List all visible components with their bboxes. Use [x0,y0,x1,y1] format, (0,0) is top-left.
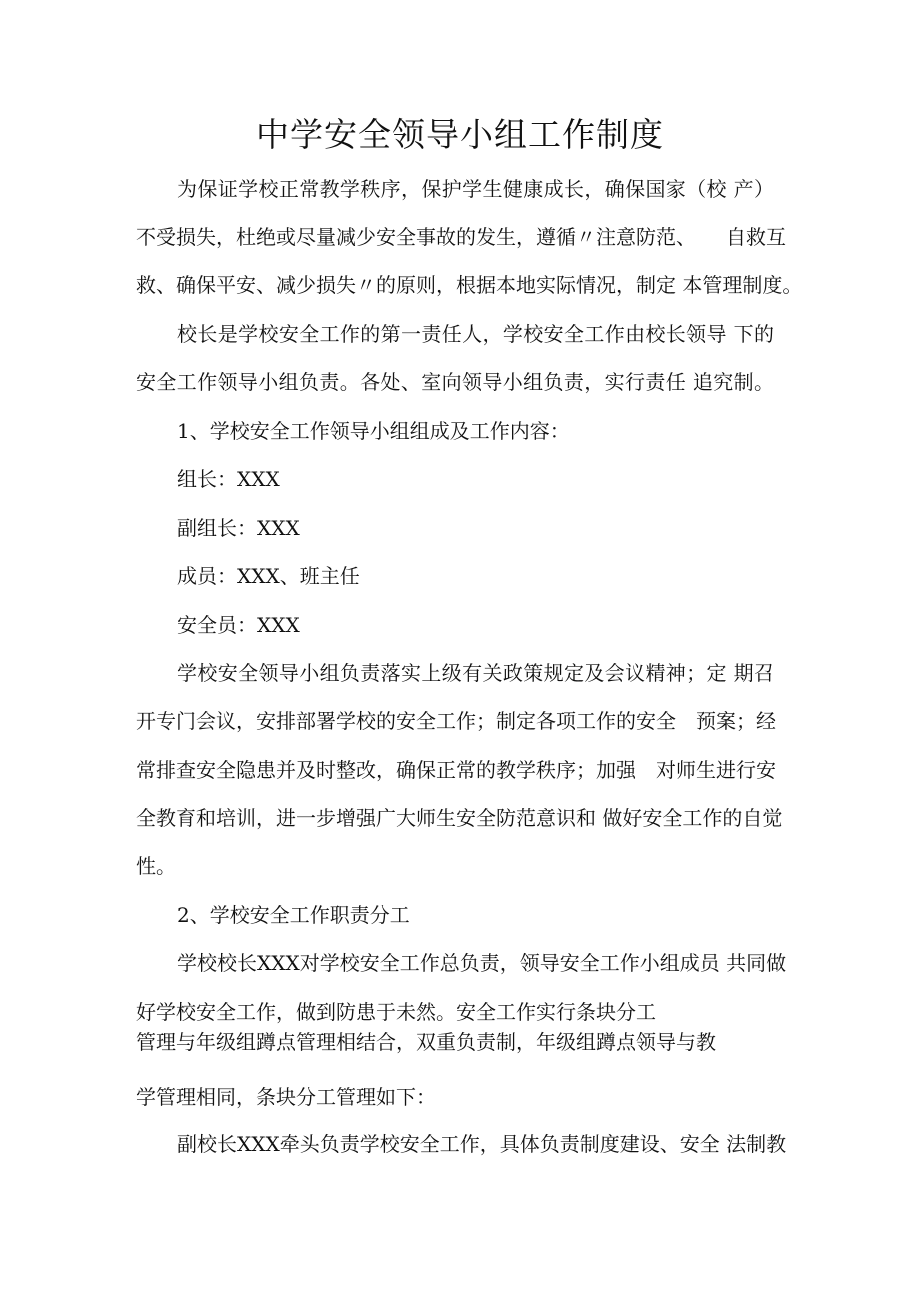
section-heading: 2、学校安全工作职责分工 [177,903,410,927]
paragraph-line: 性。 [136,854,176,878]
paragraph-line: 救、确保平安、减少损失〃的原则，根据本地实际情况，制定 本管理制度。 [136,273,803,297]
paragraph-line: 全教育和培训，进一步增强广大师生安全防范意识和 做好安全工作的自觉 [136,806,783,830]
paragraph-line: 不受损失，杜绝或尽量减少安全事故的发生，遵循〃注意防范、 自救互 [136,225,786,249]
member-line: 成员：XXX、班主任 [177,564,360,588]
paragraph-line: 安全工作领导小组负责。各处、室向领导小组负责，实行责任 追究制。 [136,370,774,394]
paragraph-line: 学管理相同，条块分工管理如下： [136,1085,436,1109]
paragraph-line: 开专门会议，安排部署学校的安全工作；制定各项工作的安全 预案；经 [136,709,776,733]
member-line: 组长：XXX [177,467,280,491]
paragraph-line: 为保证学校正常教学秩序，保护学生健康成长，确保国家（校 产） [177,177,774,201]
member-line: 副组长：XXX [177,516,300,540]
paragraph-line: 副校长XXX牵头负责学校安全工作，具体负责制度建设、安全 法制教 [177,1132,787,1156]
member-line: 安全员：XXX [177,613,300,637]
section-heading: 1、学校安全工作领导小组组成及工作内容： [177,419,570,443]
paragraph-line: 常排查安全隐患并及时整改，确保正常的教学秩序；加强 对师生进行安 [136,758,776,782]
paragraph-line: 学校校长XXX对学校安全工作总负责，领导安全工作小组成员 共同做 [177,951,787,975]
paragraph-line: 校长是学校安全工作的第一责任人，学校安全工作由校长领导 下的 [177,322,774,346]
paragraph-line: 好学校安全工作，做到防患于未然。安全工作实行条块分工 [136,1000,656,1024]
paragraph-line: 管理与年级组蹲点管理相结合，双重负责制，年级组蹲点领导与教 [136,1030,716,1054]
document-title: 中学安全领导小组工作制度 [256,115,664,154]
paragraph-line: 学校安全领导小组负责落实上级有关政策规定及会议精神；定 期召 [177,661,774,685]
